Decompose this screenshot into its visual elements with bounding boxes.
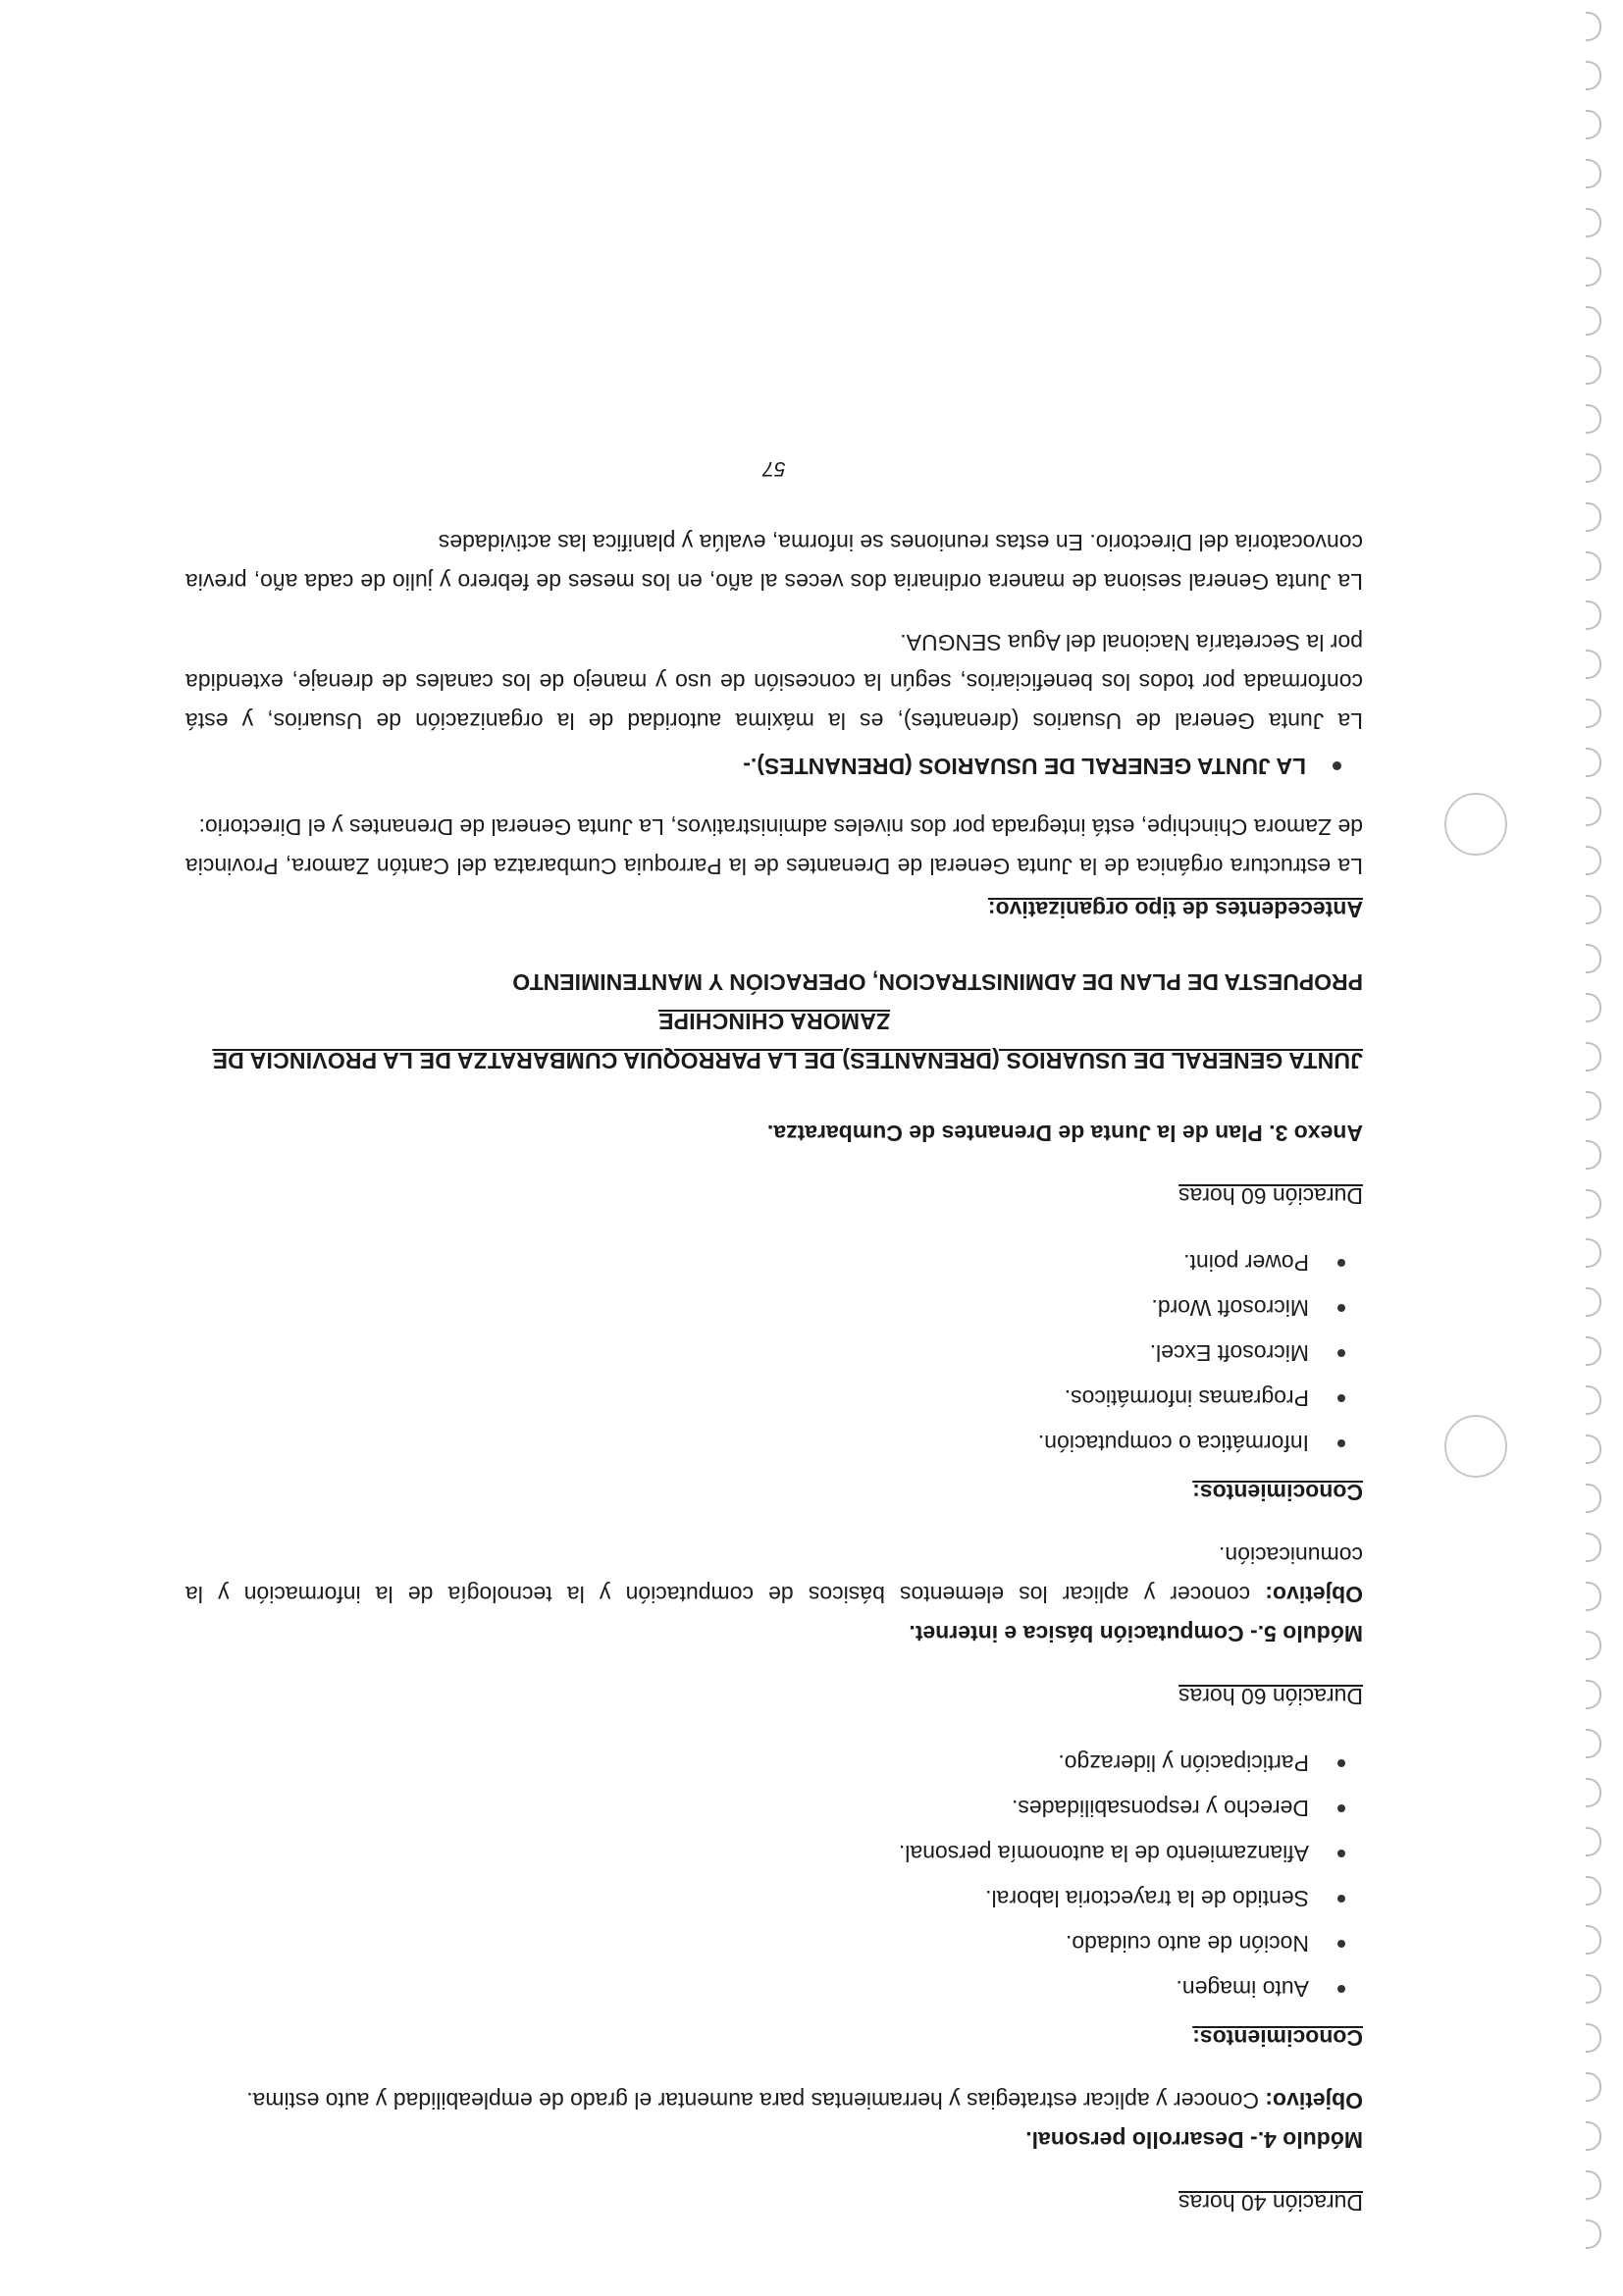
proposal-title: PROPUESTA DE PLAN DE ADMINISTRACION, OPERACIÓN Y MANTENIMIENTO: [512, 969, 1363, 995]
module-5-knowledge-list: [185, 1243, 1363, 1463]
module-5-knowledge-heading: Conocimientos:: [1192, 1480, 1363, 1505]
antecedentes-paragraph: La estructura orgánica de la Junta General de Drenantes de la Parroquia Cumbaratza del Cantón Zamora, Provincia de Zamora Chinchipe, está integrada por dos niveles administrativos, La Junta General de Drenantes y el Directorio:: [185, 814, 1363, 879]
junta-general-paragraph-2: La Junta General sesiona de manera ordinaria dos veces al año, en los meses de febrero y julio de cada año, previa convocatoria del Directorio. En estas reuniones se informa, evalúa y planifica las actividades: [185, 530, 1363, 595]
list-item: Auto imagen.: [185, 1969, 1309, 2009]
module-4-knowledge-heading: Conocimientos:: [1192, 2025, 1363, 2051]
page-content: [185, 448, 1363, 2222]
module-5-title: Módulo 5.- Computación básica e internet.: [909, 1621, 1363, 1646]
list-item: Noción de auto cuidado.: [185, 1924, 1309, 1963]
organization-title-line-1: JUNTA GENERAL DE USUARIOS (DRENANTES) DE LA PARROQUIA CUMBARATZA DE LA PROVINCIA DE: [212, 1048, 1363, 1073]
objective-label: Objetivo:: [1265, 1582, 1363, 1607]
junta-general-heading: LA JUNTA GENERAL DE USUARIOS (DRENANTES).-: [185, 747, 1363, 786]
objective-label: Objetivo:: [1265, 2088, 1363, 2113]
junta-general-paragraph-1: La Junta General de Usuarios (drenantes), es la máxima autoridad de la organización de Usuarios, y está conformada por todos los beneficiarios, según la concesión de uso y manejo de los canales de drenaje, extendida por la Secretaría Nacional del Agua SENGUA.: [185, 630, 1363, 734]
list-item: Power point.: [185, 1243, 1309, 1282]
list-item: Derecho y responsabilidades.: [185, 1789, 1309, 1828]
list-item: Afianzamiento de la autonomía personal.: [185, 1834, 1309, 1873]
page-number: 57: [762, 457, 786, 480]
list-item: Informática o computación.: [185, 1424, 1309, 1463]
duration-module-3: Duración 40 horas: [1178, 2190, 1363, 2216]
module-4-knowledge-list: [185, 1744, 1363, 2009]
module-4-title: Módulo 4.- Desarrollo personal.: [1025, 2127, 1363, 2153]
list-item: Participación y liderazgo.: [185, 1744, 1309, 1783]
annex-title: Anexo 3. Plan de la Junta de Drenantes de Cumbaratza.: [766, 1121, 1363, 1146]
module-4-objective: [185, 2081, 1363, 2120]
duration-module-5: Duración 60 horas: [1178, 1183, 1363, 1209]
module-5-objective: [185, 1536, 1363, 1614]
list-item: Microsoft Excel.: [185, 1333, 1309, 1373]
list-item: Sentido de la trayectoria laboral.: [185, 1879, 1309, 1918]
objective-text: Conocer y aplicar estrategias y herramientas para aumentar el grado de empleabilidad y auto estima.: [246, 2088, 1266, 2113]
list-item: Microsoft Word.: [185, 1288, 1309, 1328]
duration-module-4: Duración 60 horas: [1178, 1684, 1363, 1709]
organization-title-line-2: ZAMORA CHINCHIPE: [657, 1009, 891, 1034]
antecedentes-heading: Antecedentes de tipo organizativo:: [987, 897, 1363, 922]
objective-text: conocer y aplicar los elementos básicos de computación y la tecnología de la información y la comunicación.: [185, 1542, 1363, 1607]
list-item: Programas informáticos.: [185, 1379, 1309, 1418]
